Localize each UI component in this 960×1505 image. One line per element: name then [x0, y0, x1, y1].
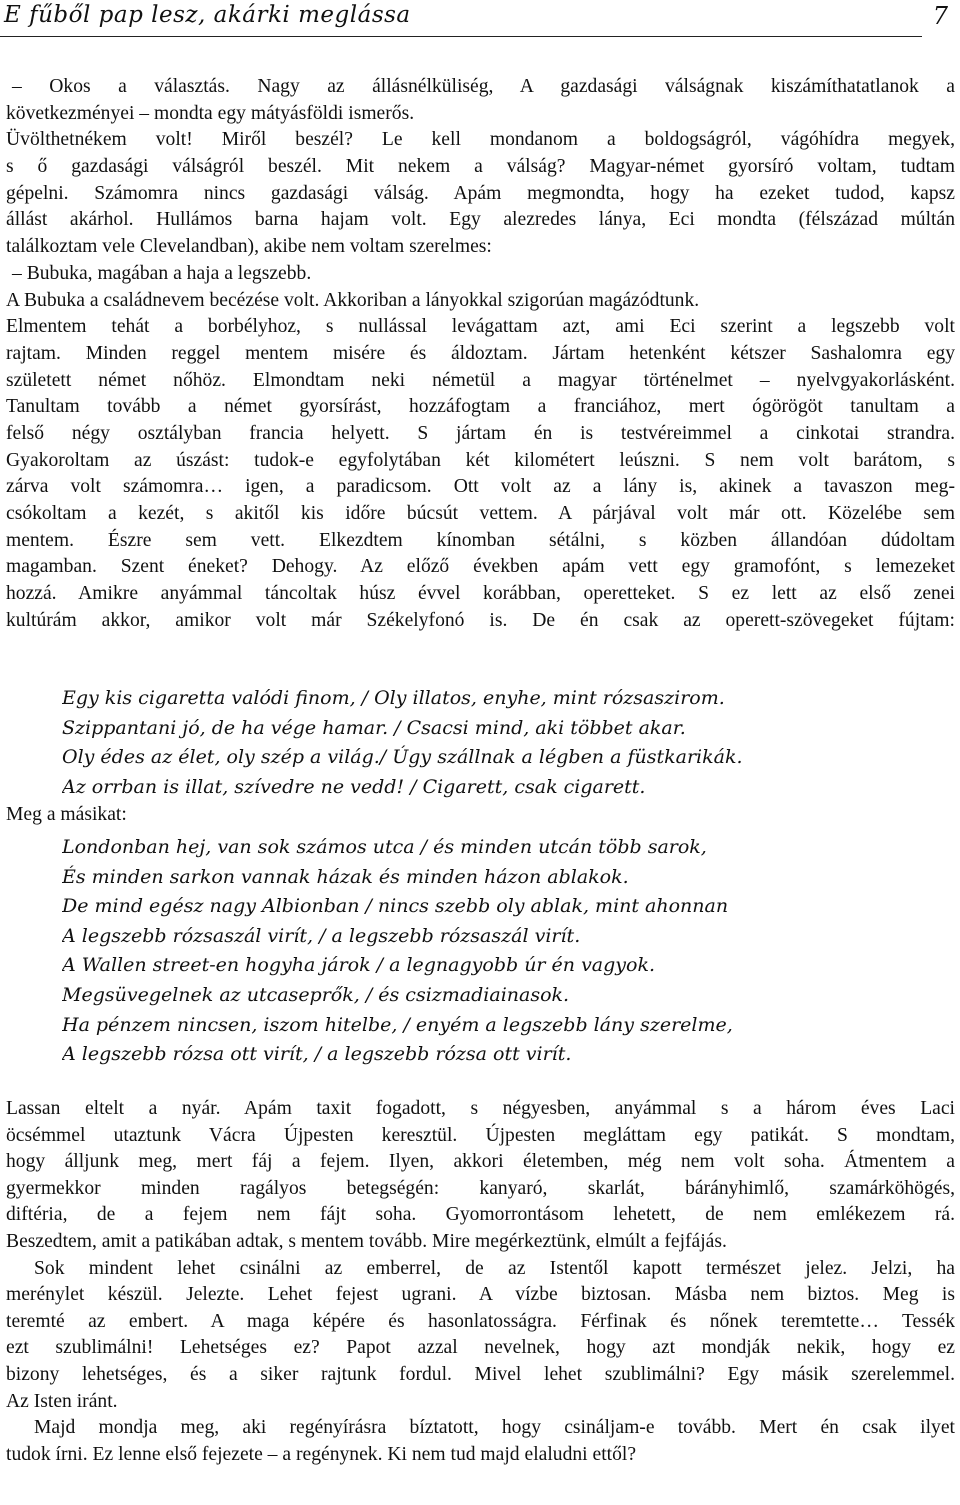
verse-line: A Wallen street-en hogyha járok / a legnagyobb úr én vagyok. [62, 954, 656, 977]
text-line: magamban. Szent éneket? Dehogy. Az előző években apám vett egy gramofónt, s lemezeket [6, 556, 955, 578]
text-line: diftéria, de a fejem nem fájt soha. Gyomorrontásom lehetett, de nem emlékezem rá. [6, 1204, 955, 1226]
text-line: – Okos a választás. Nagy az állásnélküliség, A gazdasági válságnak kiszámíthatatlanok a [12, 76, 955, 97]
text-line: gépelni. Számomra nincs gazdasági válság. Apám megmondta, hogy ha ezeket tudod, kapsz [6, 182, 955, 204]
text-line: hogy álljunk meg, mert fáj a fejem. Ilyen, akkori életemben, még nem volt soha. Átmentem a [6, 1151, 955, 1173]
text-line: született német nőhöz. Elmondtam neki németül a magyar történelmet – nyelvgyakorlásként. [6, 369, 955, 391]
text-line: öcsémmel utaztunk Vácra Újpesten keresztül. Újpesten megláttam egy patikát. S mondtam, [6, 1124, 955, 1146]
text-line: Az Isten iránt. [6, 1390, 118, 1412]
text-line: bizony lehetséges, és a siker rajtunk fordul. Mivel lehet szublimálni? Egy másik szerelemmel. [6, 1363, 955, 1385]
text-line: Tanultam tovább a német gyorsírást, hozzáfogtam a franciához, mert ógörögöt tanultam a [6, 396, 955, 418]
verse-line: A legszebb rózsa ott virít, / a legszebb rózsa ott virít. [62, 1043, 572, 1066]
verse-line: Az orrban is illat, szívedre ne vedd! / Cigarett, csak cigarett. [62, 775, 646, 798]
text-line: hozzá. Amikre anyámmal táncoltak húsz évvel korábban, operetteket. S ez lett az első zenei [6, 583, 955, 605]
text-line: felső négy osztályban francia helyett. S jártam én is testvéreimmel a cinkotai strandra. [6, 422, 955, 444]
verse-line: De mind egész nagy Albionban / nincs szebb oly ablak, mint ahonnan [62, 895, 729, 918]
text-line: állást akárhol. Hullámos barna hajam volt. Egy alezredes lánya, Eci mondta (félszázad múltán [6, 209, 955, 231]
verse-line: Megsüvegelnek az utcaseprők, / és csizmadiainasok. [62, 983, 570, 1006]
text-line: kultúrám akkor, amikor volt már Székelyfonó is. De én csak az operett-szövegeket fújtam: [6, 609, 955, 631]
verse-block-1 [62, 684, 743, 802]
text-line: s ő gazdasági válságról beszél. Mit nekem a válság? Magyar-német gyorsíró voltam, tudtam [6, 156, 955, 178]
running-title: E fűből pap lesz, akárki meglássa [4, 2, 411, 28]
body-text-block-2 [6, 1096, 955, 1468]
page-number: 7 [932, 2, 948, 30]
text-line: rajtam. Minden reggel mentem misére és áldoztam. Jártam hetenként kétszer Sashalomra egy [6, 342, 955, 364]
verse-line: Londonban hej, van sok számos utca / és minden utcán több sarok, [62, 836, 707, 858]
text-line: mentem. Észre sem vett. Elkezdtem kínomban sétálni, s közben állandóan dúdoltam [6, 529, 955, 551]
text-line: találkoztam vele Clevelandban), akibe nem voltam szerelmes: [6, 236, 492, 258]
text-line: Gyakoroltam az úszást: tudok-e egyfolytában két kilométert leúszni. S nem volt barátom, s [6, 449, 955, 471]
text-line: zárva volt számomra… igen, a paradicsom. Ott volt az a lány is, akinek a tavaszon meg- [6, 476, 955, 498]
text-line: Elmentem tehát a borbélyhoz, s nullással levágattam azt, ami Eci szerint a legszebb volt [6, 316, 955, 338]
text-line: csókoltam a kezét, s akitől kis időre búcsút vettem. A párjával volt már ott. Közelébe sem [6, 503, 955, 524]
verse-line: És minden sarkon vannak házak és minden házon ablakok. [62, 865, 629, 888]
text-line: Sok mindent lehet csinálni az emberrel, de az Istentől kapott természet jelez. Jelzi, ha [34, 1257, 955, 1279]
verse-line: Ha pénzem nincsen, iszom hitelbe, / enyém a legszebb lány szerelme, [62, 1013, 733, 1036]
verse-line: Szippantani jó, de ha vége hamar. / Csacsi mind, aki többet akar. [62, 716, 686, 739]
text-line: Beszedtem, amit a patikában adtak, s mentem tovább. Mire megérkeztünk, elmúlt a fejfájás. [6, 1230, 727, 1252]
text-line: – Bubuka, magában a haja a legszebb. [12, 262, 312, 284]
verse-line: Oly édes az élet, oly szép a világ./ Úgy szállnak a légben a füstkarikák. [62, 746, 743, 769]
text-line: ezt szublimálni! Lehetséges ez? Papot azzal nevelnek, hogy azt mondják nekik, hogy ez [6, 1337, 955, 1359]
verse-intro-label: Meg a másikat: [6, 804, 127, 825]
verse-line: Egy kis cigaretta valódi finom, / Oly illatos, enyhe, mint rózsaszirom. [62, 687, 725, 709]
page-header [0, 0, 960, 40]
text-line: teremté az embert. A maga képére és hasonlatosságra. Férfinak és nőnek teremtette… Tessék [6, 1310, 955, 1332]
text-line: következményei – mondta egy mátyásföldi ismerős. [6, 102, 415, 124]
body-text-block-1 [6, 74, 955, 634]
verse-line: A legszebb rózsaszál virít, / a legszebb rózsaszál virít. [62, 924, 581, 947]
header-rule [0, 36, 922, 37]
text-line: A Bubuka a családnevem becézése volt. Akkoriban a lányokkal szigorúan magázódtunk. [6, 289, 700, 311]
text-line: Lassan eltelt a nyár. Apám taxit fogadott, s négyesben, anyámmal s a három éves Laci [6, 1098, 955, 1119]
verse-block-2 [62, 833, 733, 1070]
text-line: Majd mondja meg, aki regényírásra bíztatott, hogy csináljam-e tovább. Mert én csak ilyet [34, 1417, 955, 1439]
text-line: Üvölthetnékem volt! Miről beszél? Le kell mondanom a boldogságról, vágóhídra megyek, [6, 129, 955, 151]
text-line: merénylet készül. Jelezte. Lehet fejest ugrani. A vízbe biztosan. Másba nem biztos. Meg is [6, 1284, 955, 1306]
text-line: tudok írni. Ez lenne első fejezete – a regénynek. Ki nem tud majd elaludni ettől? [6, 1443, 637, 1465]
text-line: gyermekkor minden ragályos betegségén: kanyaró, skarlát, bárányhimlő, szamárköhögés, [6, 1177, 955, 1199]
